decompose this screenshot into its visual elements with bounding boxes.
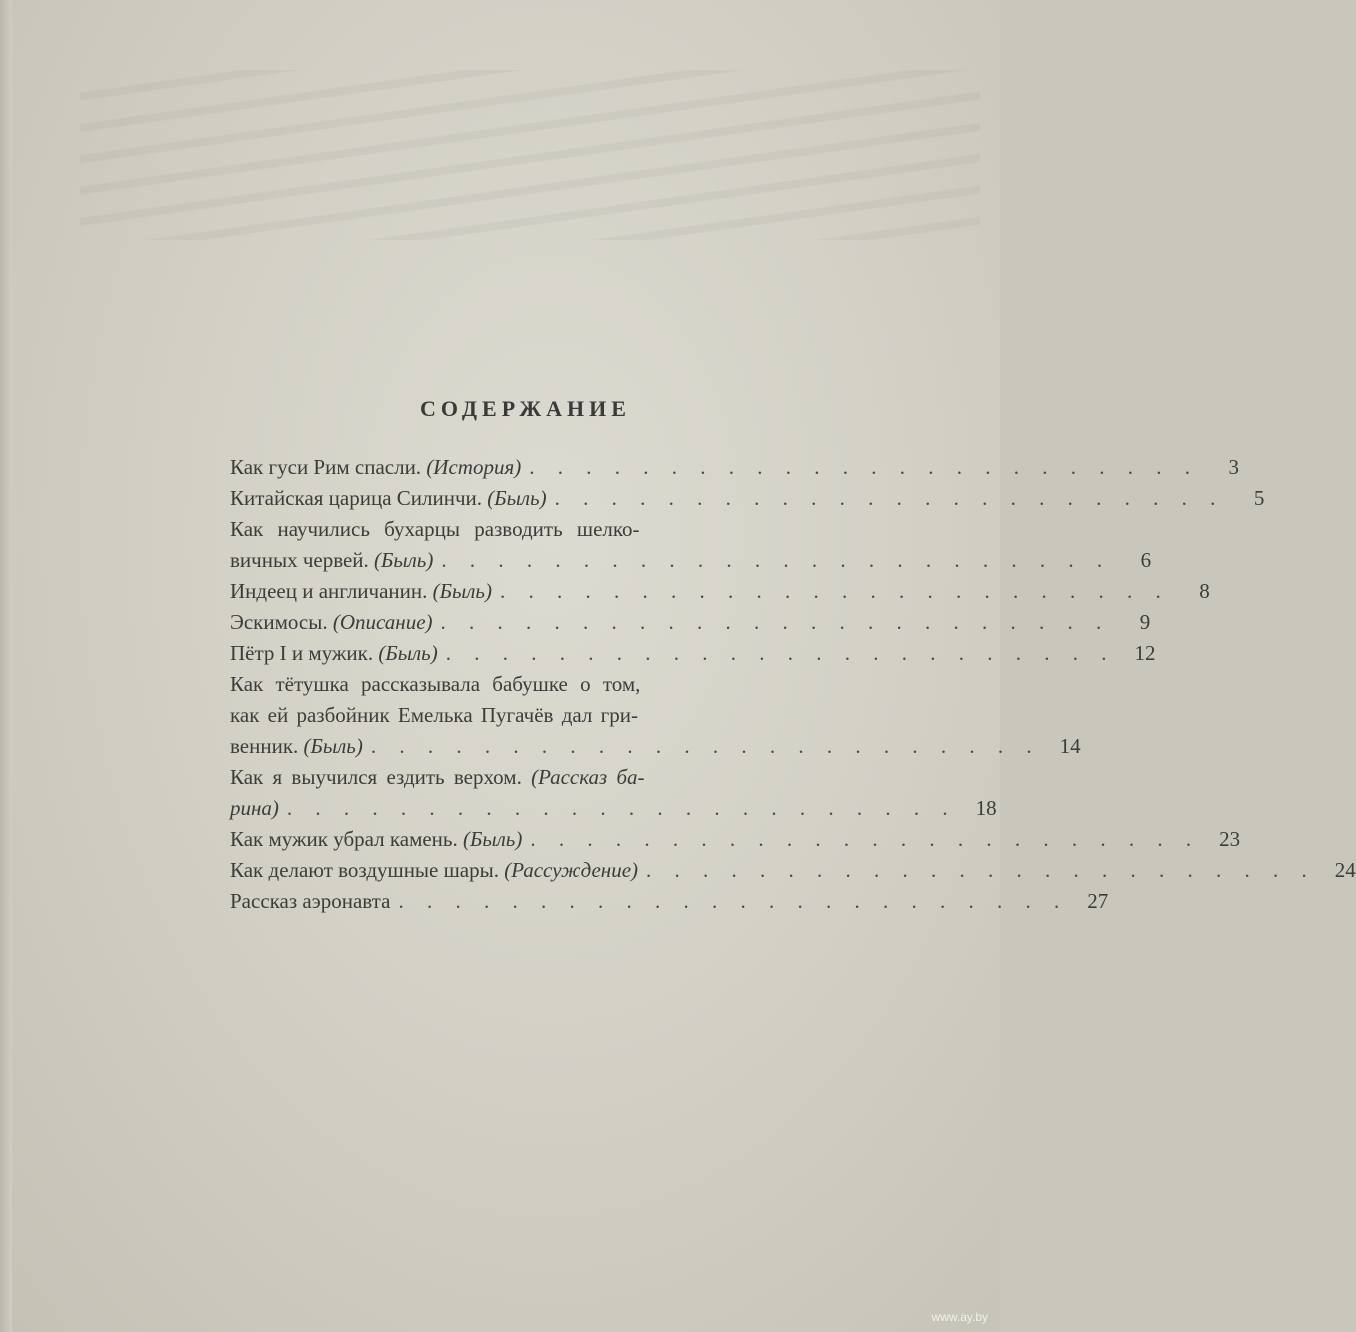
toc-entry xyxy=(230,638,1156,669)
entry-title: Как гуси Рим спасли. (История) xyxy=(230,455,522,479)
toc-entry xyxy=(230,483,1265,514)
dot-leader: . . . . . . . . . . . . . . . . . . . . . . . . xyxy=(370,734,1041,758)
dot-leader: . . . . . . . . . . . . . . . . . . . . . . . . xyxy=(499,579,1170,603)
toc-entry xyxy=(230,824,1241,855)
entry-page-number: 24 xyxy=(1334,858,1356,882)
entry-title: Эскимосы. (Описание) xyxy=(230,610,433,634)
entry-title: Как мужик убрал камень. (Быль) xyxy=(230,827,523,851)
toc-entry xyxy=(230,514,1152,576)
toc-entry xyxy=(230,576,1210,607)
dot-leader: . . . . . . . . . . . . . . . . . . . . . . . . xyxy=(445,641,1116,665)
entry-page-number: 3 xyxy=(1228,455,1239,479)
entry-title-line: Как я выучился ездить верхом. (Рассказ ба- xyxy=(230,765,645,789)
entry-page-number: 9 xyxy=(1139,610,1151,634)
entry-title: венник. (Быль) xyxy=(230,734,363,758)
entry-title-line: Как тётушка рассказывала бабушке о том, xyxy=(230,672,641,696)
entry-title: вичных червей. (Быль) xyxy=(230,548,434,572)
entry-page-number: 6 xyxy=(1140,548,1152,572)
entry-page-number: 8 xyxy=(1199,579,1210,603)
entry-page-number: 14 xyxy=(1059,734,1081,758)
entry-page-number: 12 xyxy=(1134,641,1156,665)
dot-leader: . . . . . . . . . . . . . . . . . . . . . . . . xyxy=(286,796,957,820)
entry-page-number: 5 xyxy=(1253,486,1265,510)
entry-title-line: как ей разбойник Емелька Пугачёв дал гри- xyxy=(230,703,638,727)
entry-title-line: Как научились бухарцы разводить шелко- xyxy=(230,517,640,541)
entry-title: Индеец и англичанин. (Быль) xyxy=(230,579,492,603)
entry-title: Китайская царица Силинчи. (Быль) xyxy=(230,486,547,510)
table-of-contents xyxy=(230,452,1356,917)
dot-leader: . . . . . . . . . . . . . . . . . . . . . . . . xyxy=(646,858,1316,882)
dot-leader: . . . . . . . . . . . . . . . . . . . . . . . . xyxy=(440,610,1111,634)
toc-entry xyxy=(230,886,1109,917)
entry-page-number: 18 xyxy=(975,796,997,820)
entry-page-number: 23 xyxy=(1219,827,1241,851)
toc-entry xyxy=(230,762,997,824)
dot-leader: . . . . . . . . . . . . . . . . . . . . . . . . xyxy=(398,889,1069,913)
watermark: www.ay.by xyxy=(931,1310,988,1324)
dot-leader: . . . . . . . . . . . . . . . . . . . . . . . . xyxy=(530,827,1201,851)
entry-title: рина) xyxy=(230,796,279,820)
toc-heading: СОДЕРЖАНИЕ xyxy=(420,396,631,421)
dot-leader: . . . . . . . . . . . . . . . . . . . . . . . . xyxy=(529,455,1199,479)
entry-title: Как делают воздушные шары. (Рассуждение) xyxy=(230,858,639,882)
toc-entry xyxy=(230,452,1239,483)
entry-title: Пётр I и мужик. (Быль) xyxy=(230,641,438,665)
page-edge xyxy=(0,0,12,1332)
show-through-text xyxy=(80,70,980,240)
toc-entry xyxy=(230,669,1081,762)
toc-entry xyxy=(230,855,1356,886)
toc-entry xyxy=(230,607,1151,638)
dot-leader: . . . . . . . . . . . . . . . . . . . . . . . . xyxy=(554,486,1225,510)
entry-page-number: 27 xyxy=(1087,889,1109,913)
entry-title: Рассказ аэронавта xyxy=(230,889,391,913)
dot-leader: . . . . . . . . . . . . . . . . . . . . . . . . xyxy=(441,548,1112,572)
